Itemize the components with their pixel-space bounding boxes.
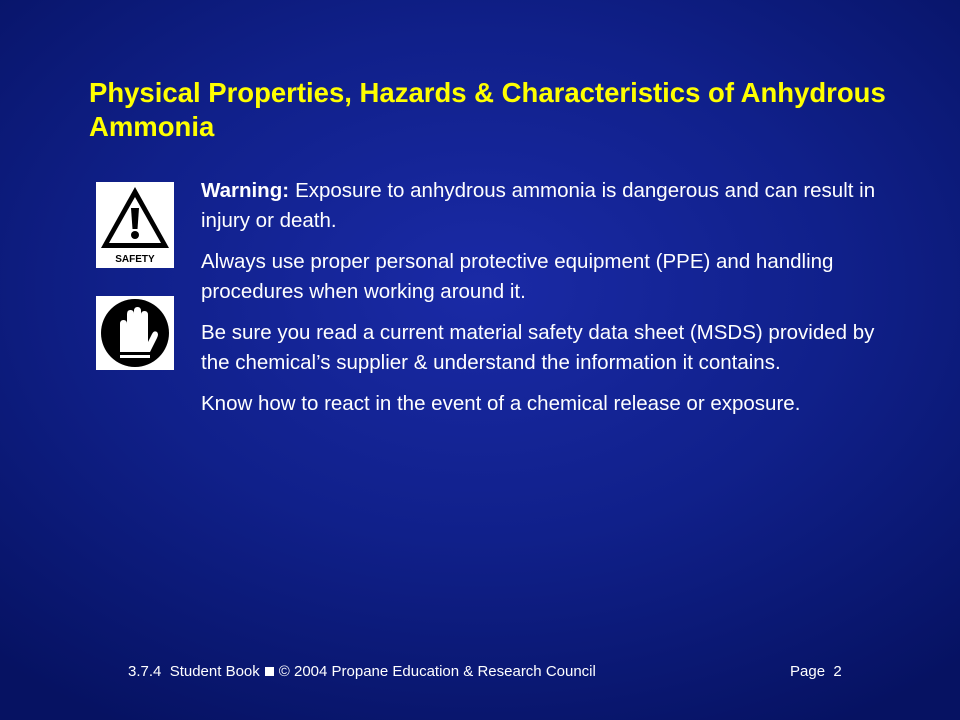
warning-label: Warning: <box>201 179 290 202</box>
square-bullet-icon <box>265 667 274 676</box>
warning-paragraph <box>201 176 881 236</box>
footer-credit <box>128 663 596 681</box>
footer-copyright: © 2004 Propane Education & Research Council <box>278 663 596 680</box>
warning-text: Exposure to anhydrous ammonia is dangerous and can result in injury or death. <box>201 179 876 232</box>
warning-safety-icon <box>96 182 174 268</box>
footer-book: 3.7.4 Student Book <box>128 663 260 680</box>
safety-label: SAFETY <box>115 254 155 265</box>
ppe-paragraph: Always use proper personal protective equipment (PPE) and handling procedures when working around it. <box>201 250 834 303</box>
slide-title: Physical Properties, Hazards & Characteristics of Anhydrous Ammonia <box>89 77 886 142</box>
msds-paragraph: Be sure you read a current material safety data sheet (MSDS) provided by the chemical’s supplier & understand the information it contains. <box>201 321 875 374</box>
glove-icon <box>96 296 174 370</box>
react-paragraph: Know how to react in the event of a chemical release or exposure. <box>201 392 801 415</box>
page-number: Page 2 <box>790 663 842 680</box>
content-body <box>201 176 881 430</box>
